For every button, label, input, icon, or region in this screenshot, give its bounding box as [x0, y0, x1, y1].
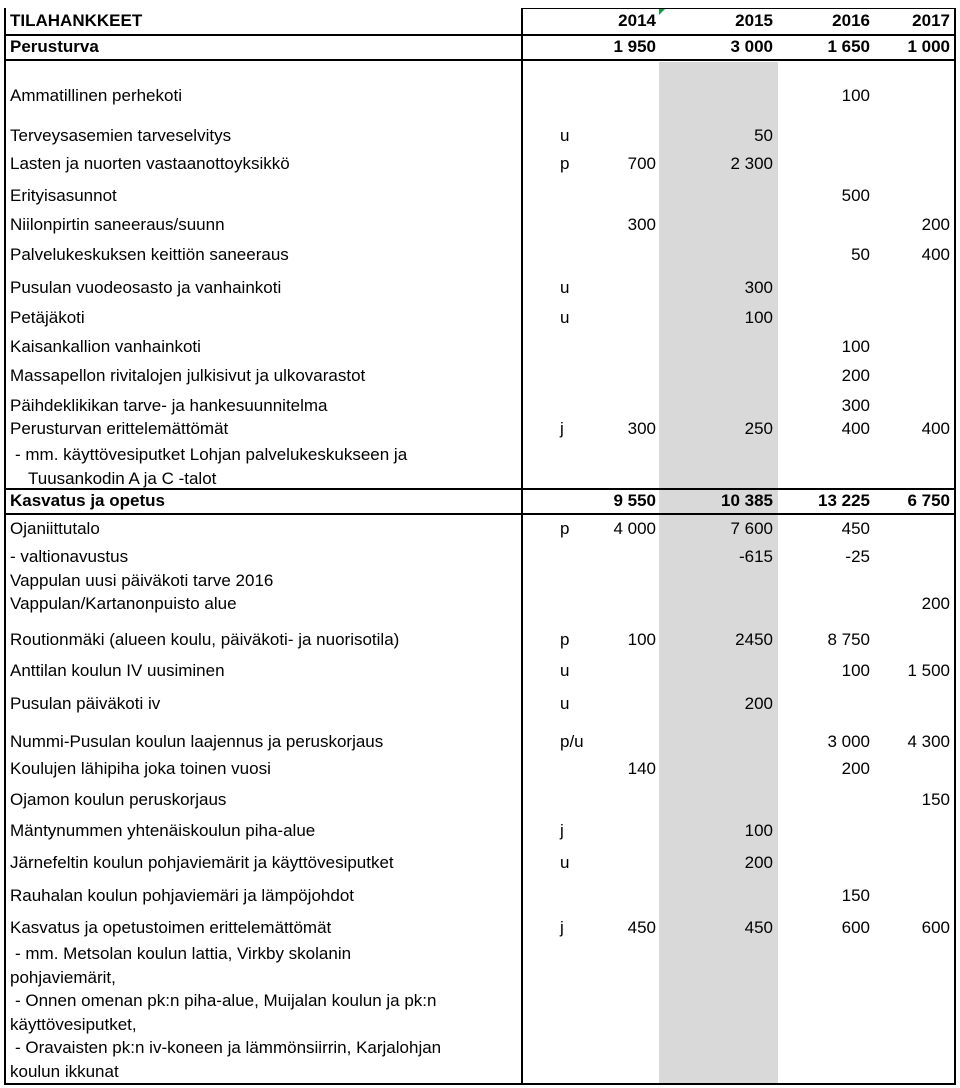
- project-name: Järnefeltin koulun pohjaviemärit ja käyttövesiputket: [10, 853, 394, 872]
- note-line: - mm. käyttövesiputket Lohjan palvelukeskukseen ja: [15, 445, 408, 464]
- project-name: Mäntynummen yhtenäiskoulun piha-alue: [10, 821, 316, 840]
- project-code: p: [560, 519, 570, 538]
- value-2015: 2450: [735, 630, 773, 649]
- project-code: u: [560, 661, 570, 680]
- value-2017: 400: [921, 419, 950, 438]
- project-name: Petäjäkoti: [10, 308, 85, 327]
- table-border-left: [4, 8, 6, 1084]
- value-2016: 150: [841, 886, 870, 905]
- project-name: Koulujen lähipiha joka toinen vuosi: [10, 759, 271, 778]
- value-2016: 8 750: [827, 630, 870, 649]
- perusturva-note: [10, 443, 407, 490]
- project-name: Niilonpirtin saneeraus/suunn: [10, 215, 225, 234]
- cell-comment-marker: [659, 8, 666, 15]
- project-name: Vappulan uusi päiväkoti tarve 2016: [10, 571, 274, 590]
- project-name: Ojaniittutalo: [10, 519, 100, 538]
- value-2015: 7 600: [730, 519, 773, 538]
- value-2015: 300: [744, 278, 773, 297]
- total-2014: 9 550: [613, 491, 656, 510]
- value-2014: 300: [627, 215, 656, 234]
- year-2016-header: 2016: [832, 11, 870, 30]
- total-2016: 13 225: [818, 491, 870, 510]
- year-2015-header: 2015: [735, 11, 773, 30]
- section-label: Kasvatus ja opetus: [10, 491, 165, 510]
- project-code: j: [560, 918, 564, 937]
- perusturva-bottom-border: [4, 59, 956, 61]
- year-2017-header: 2017: [912, 11, 950, 30]
- year-2014-header: 2014: [618, 11, 656, 30]
- project-name: Päihdeklikikan tarve- ja hankesuunnitelma: [10, 396, 328, 415]
- project-name: Terveysasemien tarveselvitys: [10, 126, 232, 145]
- value-2017: 400: [921, 245, 950, 264]
- project-name: Rauhalan koulun pohjaviemäri ja lämpöjohdot: [10, 886, 355, 905]
- project-name: Ojamon koulun peruskorjaus: [10, 790, 227, 809]
- value-2017: 1 500: [907, 661, 950, 680]
- value-2016: 100: [841, 337, 870, 356]
- project-code: p: [560, 630, 570, 649]
- project-code: j: [560, 821, 564, 840]
- value-2016: 400: [841, 419, 870, 438]
- project-code: p/u: [560, 732, 584, 751]
- value-2015: 450: [744, 918, 773, 937]
- project-name: - valtionavustus: [10, 547, 129, 566]
- note-line: - Oravaisten pk:n iv-koneen ja lämmönsiirrin, Karjalohjan: [15, 1038, 442, 1057]
- perusturva-top-border: [4, 34, 956, 36]
- total-2015: 10 385: [721, 491, 773, 510]
- kasvatus-note: [10, 942, 441, 1083]
- project-name: Anttilan koulun IV uusiminen: [10, 661, 225, 680]
- value-2017: 4 300: [907, 732, 950, 751]
- project-name: Kaisankallion vanhainkoti: [10, 337, 201, 356]
- value-2016: 200: [841, 366, 870, 385]
- note-line: pohjaviemärit,: [10, 967, 116, 987]
- value-2015: 100: [744, 821, 773, 840]
- table-bottom-border: [4, 1083, 956, 1085]
- project-name: Lasten ja nuorten vastaanottoyksikkö: [10, 154, 290, 173]
- section-label: Perusturva: [10, 37, 99, 56]
- value-2016: 200: [841, 759, 870, 778]
- value-2016: 50: [851, 245, 870, 264]
- table-border-right: [954, 8, 956, 1084]
- project-name: Pusulan päiväkoti iv: [10, 694, 161, 713]
- total-2017: 6 750: [907, 491, 950, 510]
- value-2017: 200: [921, 594, 950, 613]
- value-2014: 300: [627, 419, 656, 438]
- project-code: u: [560, 308, 570, 327]
- value-2017: 150: [921, 790, 950, 809]
- project-name: Palvelukeskuksen keittiön saneeraus: [10, 245, 289, 264]
- value-2016: -25: [845, 547, 870, 566]
- value-2015: 100: [744, 308, 773, 327]
- value-2015: 250: [744, 419, 773, 438]
- project-name: Massapellon rivitalojen julkisivut ja ulkovarastot: [10, 366, 366, 385]
- value-2016: 100: [841, 86, 870, 105]
- note-line: koulun ikkunat: [10, 1061, 119, 1081]
- column-divider: [521, 8, 523, 1084]
- project-name: Kasvatus ja opetustoimen erittelemättömät: [10, 918, 332, 937]
- total-2014: 1 950: [613, 37, 656, 56]
- project-name: Ammatillinen perhekoti: [10, 86, 182, 105]
- value-2015: 50: [754, 126, 773, 145]
- project-name: Routionmäki (alueen koulu, päiväkoti- ja nuorisotila): [10, 630, 400, 649]
- note-line: Tuusankodin A ja C -talot: [28, 468, 217, 488]
- value-2015: 200: [744, 694, 773, 713]
- table-title: TILAHANKKEET: [10, 11, 143, 30]
- value-2015: -615: [738, 547, 773, 566]
- value-2016: 300: [841, 396, 870, 415]
- total-2016: 1 650: [827, 37, 870, 56]
- value-2014: 450: [627, 918, 656, 937]
- project-code: p: [560, 154, 570, 173]
- project-name: Erityisasunnot: [10, 186, 117, 205]
- value-2016: 500: [841, 186, 870, 205]
- value-2016: 3 000: [827, 732, 870, 751]
- project-name: Vappulan/Kartanonpuisto alue: [10, 594, 237, 613]
- value-2016: 450: [841, 519, 870, 538]
- value-2017: 200: [921, 215, 950, 234]
- project-code: u: [560, 126, 570, 145]
- note-line: - mm. Metsolan koulun lattia, Virkby skolanin: [15, 944, 352, 963]
- total-2017: 1 000: [907, 37, 950, 56]
- note-line: - Onnen omenan pk:n piha-alue, Muijalan koulun ja pk:n: [15, 991, 437, 1010]
- value-2014: 4 000: [613, 519, 656, 538]
- kasvatus-bottom-border: [4, 513, 956, 515]
- value-2016: 600: [841, 918, 870, 937]
- value-2016: 100: [841, 661, 870, 680]
- project-name: Pusulan vuodeosasto ja vanhainkoti: [10, 278, 282, 297]
- value-2015: 2 300: [730, 154, 773, 173]
- project-code: u: [560, 278, 570, 297]
- project-code: j: [560, 419, 564, 438]
- project-name: Perusturvan erittelemättömät: [10, 419, 229, 438]
- value-2014: 700: [627, 154, 656, 173]
- total-2015: 3 000: [730, 37, 773, 56]
- project-code: u: [560, 694, 570, 713]
- note-line: käyttövesiputket,: [10, 1014, 137, 1034]
- header-top-border: [521, 8, 956, 9]
- project-name: Nummi-Pusulan koulun laajennus ja peruskorjaus: [10, 732, 384, 751]
- project-code: u: [560, 853, 570, 872]
- value-2017: 600: [921, 918, 950, 937]
- value-2014: 100: [627, 630, 656, 649]
- value-2014: 140: [627, 759, 656, 778]
- value-2015: 200: [744, 853, 773, 872]
